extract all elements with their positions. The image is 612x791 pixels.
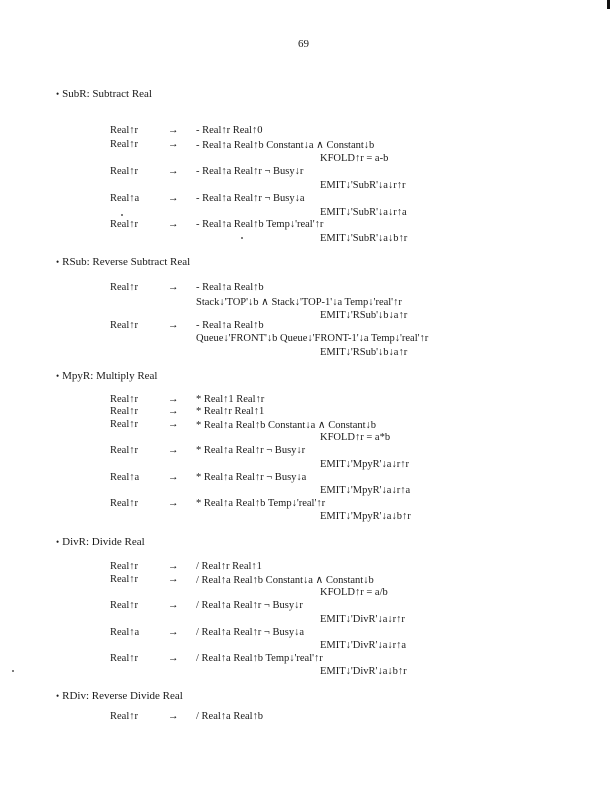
rule-arrow: →: [168, 574, 179, 585]
scan-speck: [12, 670, 14, 672]
rule-lhs: Real↑r: [110, 394, 138, 405]
rule-lhs: Real↑r: [110, 166, 138, 177]
rule-rhs: * Real↑1 Real↑r: [196, 394, 265, 405]
bullet: •: [56, 691, 60, 701]
section-heading-divr: [56, 536, 145, 548]
rule-rhs: / Real↑a Real↑b: [196, 711, 264, 722]
rule-action: EMIT↓'MpyR'↓a↓r↑r: [320, 459, 409, 470]
rule-rhs: * Real↑a Real↑b Temp↓'real'↑r: [196, 498, 326, 509]
rule-action: EMIT↓'SubR'↓a↓r↑r: [320, 180, 406, 191]
rule-lhs: Real↑r: [110, 219, 138, 230]
rule-action: EMIT↓'MpyR'↓a↓b↑r: [320, 511, 411, 522]
rule-rhs: / Real↑a Real↑r ¬ Busy↓r: [196, 600, 303, 611]
page-number: 69: [298, 38, 309, 50]
rule-arrow: →: [168, 166, 179, 177]
bullet: •: [56, 257, 60, 267]
rule-arrow: →: [168, 653, 179, 664]
rule-arrow: →: [168, 419, 179, 430]
section-heading-rdiv: [56, 690, 183, 702]
rule-lhs: Real↑r: [110, 445, 138, 456]
rule-arrow: →: [168, 320, 179, 331]
rule-arrow: →: [168, 193, 179, 204]
bullet: •: [56, 537, 60, 547]
rule-rhs: * Real↑a Real↑r ¬ Busy↓a: [196, 472, 307, 483]
rule-arrow: →: [168, 561, 179, 572]
rule-rhs: * Real↑a Real↑b Constant↓a ∧ Constant↓b: [196, 420, 377, 431]
rule-lhs: Real↑r: [110, 498, 138, 509]
rule-rhs: * Real↑a Real↑r ¬ Busy↓r: [196, 445, 306, 456]
rule-action: EMIT↓'DivR'↓a↓b↑r: [320, 666, 407, 677]
rule-rhs: / Real↑a Real↑b Temp↓'real'↑r: [196, 653, 323, 664]
section-heading-mpyr: [56, 370, 158, 382]
section-heading-subr: [56, 88, 152, 100]
rule-arrow: →: [168, 282, 179, 293]
rule-rhs: - Real↑a Real↑r ¬ Busy↓r: [196, 166, 304, 177]
scan-speck: [121, 214, 123, 216]
rule-action: EMIT↓'MpyR'↓a↓r↑a: [320, 485, 411, 496]
rule-action: EMIT↓'DivR'↓a↓r↑r: [320, 614, 405, 625]
rule-lhs: Real↑r: [110, 139, 138, 150]
rule-arrow: →: [168, 219, 179, 230]
rule-arrow: →: [168, 472, 179, 483]
rule-arrow: →: [168, 445, 179, 456]
rule-rhs: * Real↑r Real↑1: [196, 406, 265, 417]
rule-action: EMIT↓'SubR'↓a↓r↑a: [320, 207, 407, 218]
rule-action: KFOLD↑r = a*b: [320, 432, 391, 443]
rule-lhs: Real↑r: [110, 125, 138, 136]
rule-lhs: Real↑r: [110, 282, 138, 293]
rule-action: KFOLD↑r = a/b: [320, 587, 388, 598]
rule-arrow: →: [168, 498, 179, 509]
rule-arrow: →: [168, 711, 179, 722]
heading-text: RDiv: Reverse Divide Real: [62, 690, 183, 702]
heading-text: SubR: Subtract Real: [62, 88, 152, 100]
rule-lhs: Real↑r: [110, 653, 138, 664]
scan-speck: [241, 237, 243, 239]
rule-rhs: - Real↑a Real↑b Temp↓'real'↑r: [196, 219, 324, 230]
rule-lhs: Real↑r: [110, 406, 138, 417]
rule-lhs: Real↑a: [110, 193, 140, 204]
bullet: •: [56, 89, 60, 99]
heading-text: MpyR: Multiply Real: [62, 370, 158, 382]
rule-condition: Queue↓'FRONT'↓b Queue↓'FRONT-1'↓a Temp↓'real'↑r: [196, 333, 429, 344]
rule-arrow: →: [168, 627, 179, 638]
heading-text: DivR: Divide Real: [62, 536, 145, 548]
rule-lhs: Real↑r: [110, 320, 138, 331]
rule-rhs: - Real↑a Real↑b: [196, 282, 264, 293]
rule-arrow: →: [168, 139, 179, 150]
scan-edge-mark: [607, 0, 610, 9]
rule-arrow: →: [168, 406, 179, 417]
rule-lhs: Real↑r: [110, 574, 138, 585]
rule-rhs: / Real↑a Real↑r ¬ Busy↓a: [196, 627, 304, 638]
rule-action: KFOLD↑r = a-b: [320, 153, 389, 164]
rule-arrow: →: [168, 600, 179, 611]
rule-lhs: Real↑r: [110, 561, 138, 572]
rule-rhs: - Real↑r Real↑0: [196, 125, 263, 136]
rule-rhs: - Real↑a Real↑b Constant↓a ∧ Constant↓b: [196, 140, 375, 151]
rule-action: EMIT↓'DivR'↓a↓r↑a: [320, 640, 407, 651]
rule-action: EMIT↓'SubR'↓a↓b↑r: [320, 233, 408, 244]
rule-action: EMIT↓'RSub'↓b↓a↑r: [320, 310, 408, 321]
rule-arrow: →: [168, 125, 179, 136]
rule-lhs: Real↑a: [110, 472, 140, 483]
rule-lhs: Real↑a: [110, 627, 140, 638]
rule-lhs: Real↑r: [110, 711, 138, 722]
rule-lhs: Real↑r: [110, 600, 138, 611]
rule-rhs: - Real↑a Real↑b: [196, 320, 264, 331]
rule-lhs: Real↑r: [110, 419, 138, 430]
rule-rhs: - Real↑a Real↑r ¬ Busy↓a: [196, 193, 305, 204]
rule-rhs: / Real↑a Real↑b Constant↓a ∧ Constant↓b: [196, 575, 374, 586]
rule-arrow: →: [168, 394, 179, 405]
rule-action: EMIT↓'RSub'↓b↓a↑r: [320, 347, 408, 358]
bullet: •: [56, 371, 60, 381]
section-heading-rsub: [56, 256, 190, 268]
heading-text: RSub: Reverse Subtract Real: [62, 256, 191, 268]
rule-condition: Stack↓'TOP'↓b ∧ Stack↓'TOP-1'↓a Temp↓'real'↑r: [196, 297, 402, 308]
rule-rhs: / Real↑r Real↑1: [196, 561, 262, 572]
